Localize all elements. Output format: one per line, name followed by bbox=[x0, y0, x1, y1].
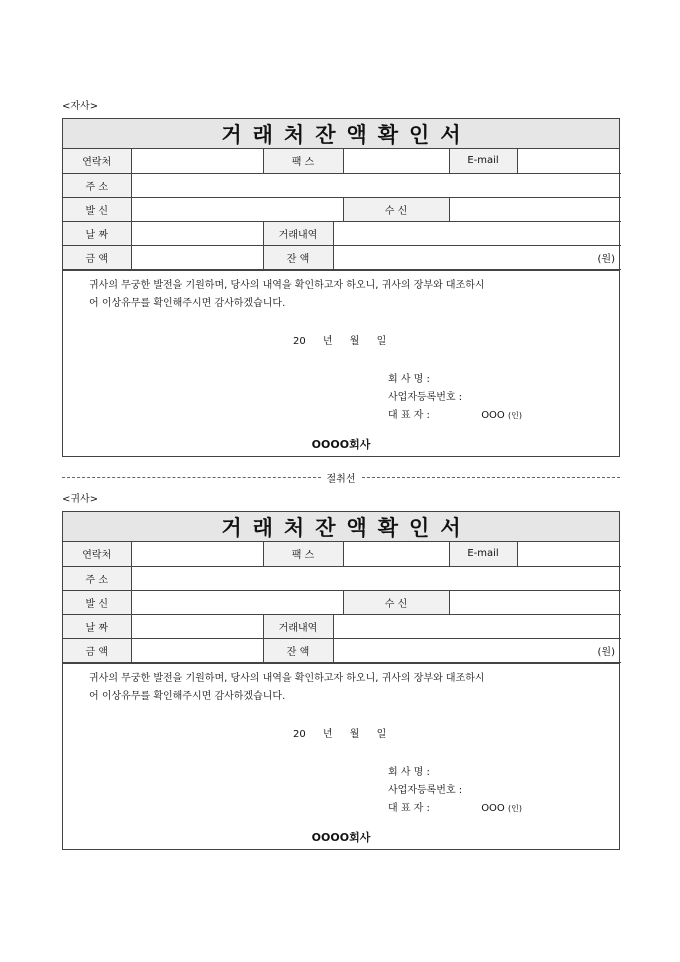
representative-value: OOO bbox=[481, 802, 505, 814]
contact-field[interactable] bbox=[131, 542, 263, 566]
email-label: E-mail bbox=[449, 542, 517, 566]
transaction-field[interactable] bbox=[333, 614, 621, 638]
representative-value: OOO bbox=[481, 409, 505, 421]
confirmation-body bbox=[63, 663, 619, 849]
email-field[interactable] bbox=[517, 149, 621, 173]
fax-field[interactable] bbox=[343, 149, 449, 173]
company-name-row bbox=[388, 371, 478, 389]
email-field[interactable] bbox=[517, 542, 621, 566]
confirmation-body bbox=[63, 270, 619, 456]
issue-date: 20 년 월 일 bbox=[293, 335, 387, 347]
cut-dash-right bbox=[362, 477, 621, 478]
balance-field[interactable] bbox=[333, 638, 621, 662]
receiver-field[interactable] bbox=[449, 590, 621, 614]
won-unit: (원) bbox=[597, 253, 615, 265]
representative-label: 대 표 자 : bbox=[388, 802, 430, 814]
address-field[interactable] bbox=[131, 566, 621, 590]
issue-date: 20 년 월 일 bbox=[293, 728, 387, 740]
request-paragraph bbox=[85, 277, 605, 313]
seal-mark: (인) bbox=[508, 803, 522, 813]
transaction-label: 거래내역 bbox=[263, 614, 333, 638]
date-field[interactable] bbox=[131, 221, 263, 245]
company-name-label: 회 사 명 : bbox=[388, 766, 430, 778]
paragraph-line: 어 이상유무를 확인해주시면 감사하겠습니다. bbox=[89, 690, 286, 702]
sender-field[interactable] bbox=[131, 590, 343, 614]
date-label: 날 짜 bbox=[63, 221, 131, 245]
company-footer: OOOO회사 bbox=[311, 830, 371, 844]
copy-label-ours: <자사> bbox=[62, 101, 99, 112]
contact-label: 연락처 bbox=[63, 149, 131, 173]
fax-label: 팩 스 bbox=[263, 542, 343, 566]
balance-label: 잔 액 bbox=[263, 245, 333, 269]
receiver-field[interactable] bbox=[449, 197, 621, 221]
balance-field[interactable] bbox=[333, 245, 621, 269]
info-table bbox=[63, 149, 621, 270]
paragraph-line: 귀사의 무궁한 발전을 기원하며, 당사의 내역을 확인하고자 하오니, 귀사의 장부와 대조하시 bbox=[89, 672, 485, 684]
email-label: E-mail bbox=[449, 149, 517, 173]
business-no-row bbox=[388, 782, 478, 800]
business-no-label: 사업자등록번호 : bbox=[388, 784, 463, 796]
business-no-row bbox=[388, 389, 478, 407]
company-name-label: 회 사 명 : bbox=[388, 373, 430, 385]
contact-label: 연락처 bbox=[63, 542, 131, 566]
seal-mark: (인) bbox=[508, 410, 522, 420]
company-name-row bbox=[388, 764, 478, 782]
cut-dash-left bbox=[62, 477, 321, 478]
business-no-label: 사업자등록번호 : bbox=[388, 391, 463, 403]
won-unit: (원) bbox=[597, 646, 615, 658]
receiver-label: 수 신 bbox=[343, 197, 449, 221]
representative-label: 대 표 자 : bbox=[388, 409, 430, 421]
amount-field[interactable] bbox=[131, 638, 263, 662]
paragraph-line: 어 이상유무를 확인해주시면 감사하겠습니다. bbox=[89, 297, 286, 309]
fax-label: 팩 스 bbox=[263, 149, 343, 173]
address-label: 주 소 bbox=[63, 173, 131, 197]
transaction-field[interactable] bbox=[333, 221, 621, 245]
company-footer: OOOO회사 bbox=[311, 437, 371, 451]
address-label: 주 소 bbox=[63, 566, 131, 590]
receiver-label: 수 신 bbox=[343, 590, 449, 614]
representative-row bbox=[388, 800, 522, 818]
request-paragraph bbox=[85, 670, 605, 706]
sender-label: 발 신 bbox=[63, 590, 131, 614]
address-field[interactable] bbox=[131, 173, 621, 197]
contact-field[interactable] bbox=[131, 149, 263, 173]
info-table bbox=[63, 542, 621, 663]
balance-confirmation-form-ours bbox=[62, 118, 620, 457]
copy-label-yours: <귀사> bbox=[62, 494, 99, 505]
form-title: 거래처잔액확인서 bbox=[63, 512, 619, 542]
amount-field[interactable] bbox=[131, 245, 263, 269]
transaction-label: 거래내역 bbox=[263, 221, 333, 245]
paragraph-line: 귀사의 무궁한 발전을 기원하며, 당사의 내역을 확인하고자 하오니, 귀사의 장부와 대조하시 bbox=[89, 279, 485, 291]
date-label: 날 짜 bbox=[63, 614, 131, 638]
cut-line bbox=[62, 470, 620, 484]
date-field[interactable] bbox=[131, 614, 263, 638]
balance-confirmation-form-yours bbox=[62, 511, 620, 850]
representative-row bbox=[388, 407, 522, 425]
sender-label: 발 신 bbox=[63, 197, 131, 221]
cut-line-label: 절취선 bbox=[326, 473, 356, 485]
fax-field[interactable] bbox=[343, 542, 449, 566]
amount-label: 금 액 bbox=[63, 638, 131, 662]
sender-field[interactable] bbox=[131, 197, 343, 221]
form-title: 거래처잔액확인서 bbox=[63, 119, 619, 149]
amount-label: 금 액 bbox=[63, 245, 131, 269]
balance-label: 잔 액 bbox=[263, 638, 333, 662]
